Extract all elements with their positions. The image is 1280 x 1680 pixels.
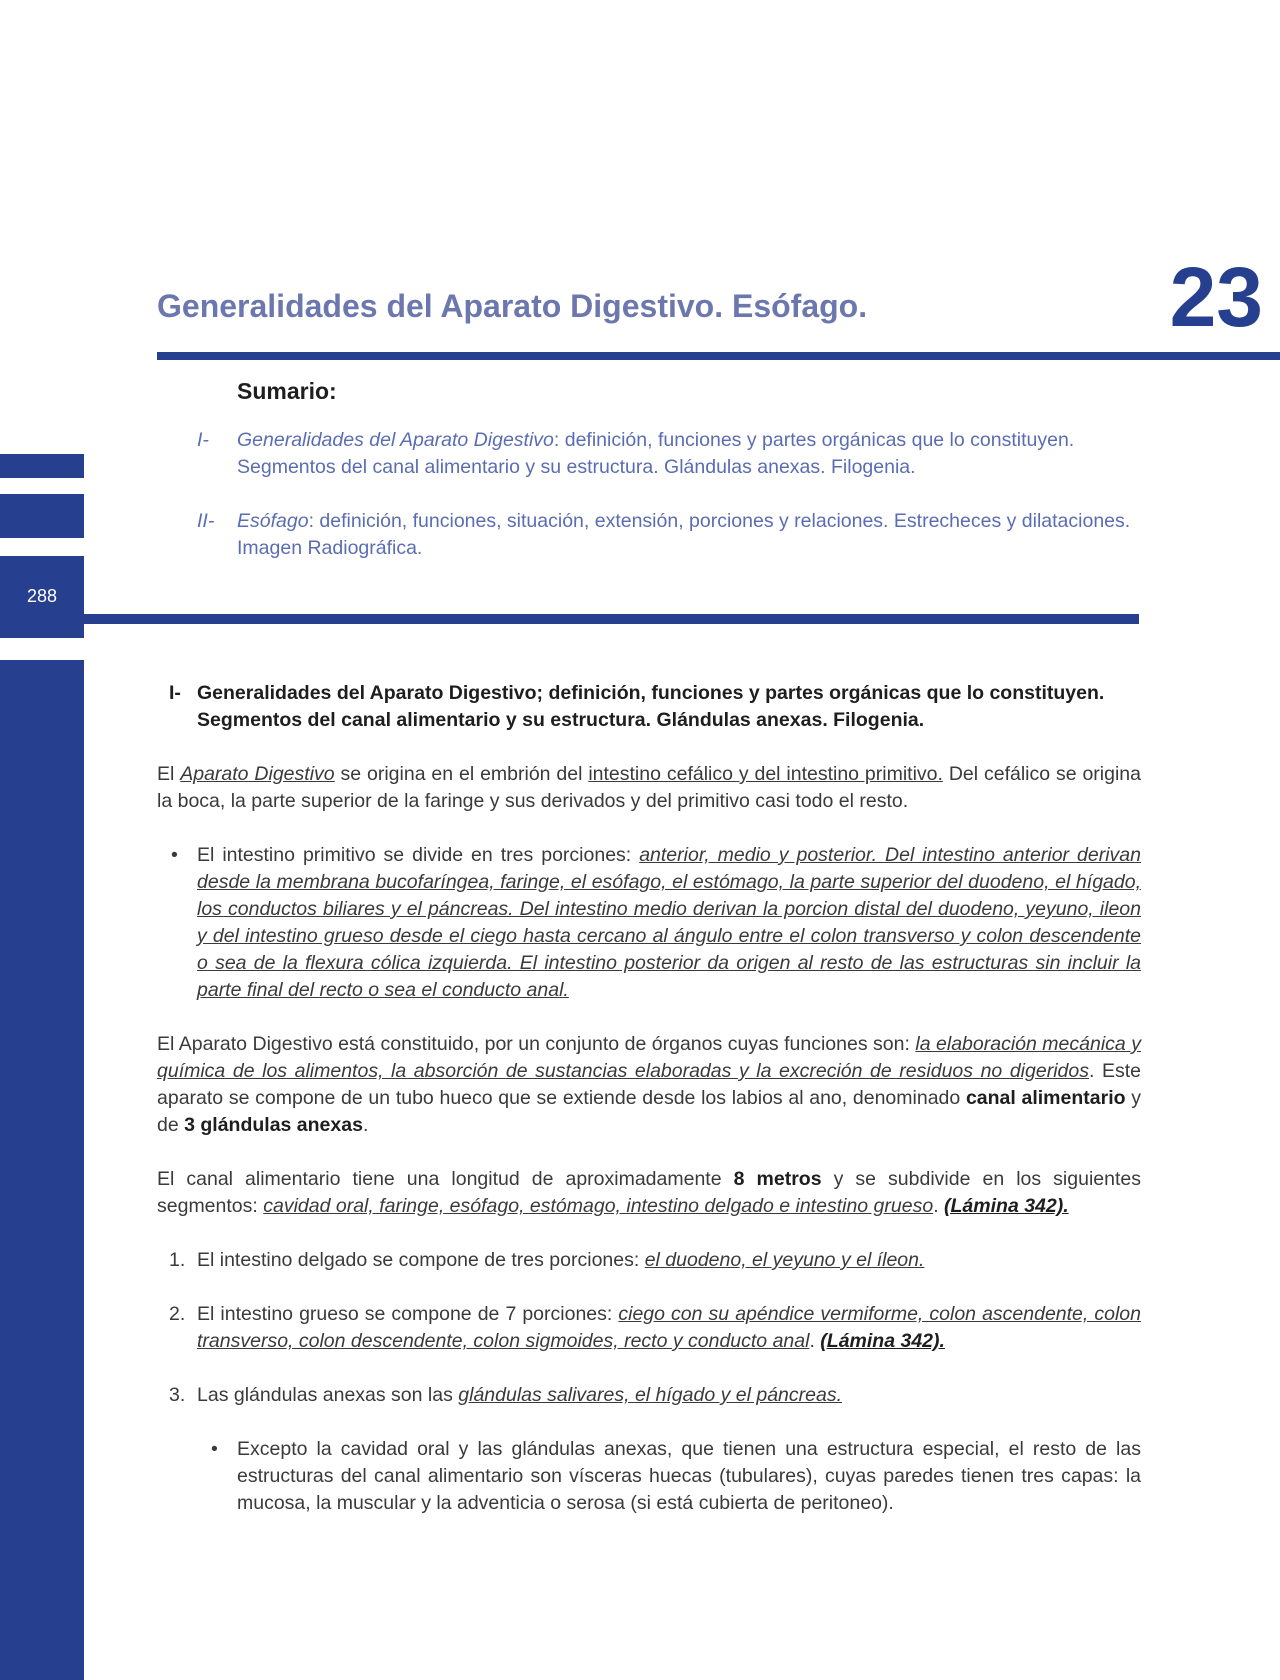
bullet-icon: •	[171, 844, 178, 866]
text: se origina en el embrión del	[334, 763, 589, 785]
emphasis: cavidad oral, faringe, esófago, estómago, intestino delgado e intestino grueso	[263, 1195, 934, 1217]
text: Las glándulas anexas son las	[197, 1384, 459, 1406]
strong-text: canal alimentario	[965, 1087, 1126, 1109]
list-item	[157, 1382, 1141, 1409]
list-item	[157, 1247, 1141, 1274]
summary-item	[157, 427, 1141, 481]
text: El intestino delgado se compone de tres porciones:	[197, 1249, 645, 1271]
summary-item-title: Generalidades del Aparato Digestivo	[237, 429, 554, 451]
emphasis: el duodeno, el yeyuno y el íleon.	[644, 1249, 925, 1271]
paragraph-origin	[157, 761, 1141, 815]
text: y de	[157, 1087, 1141, 1136]
emphasis: intestino cefálico y del intestino primitivo.	[588, 763, 943, 785]
strong-text: 3 glándulas anexas	[184, 1114, 363, 1136]
summary	[157, 378, 1141, 589]
summary-rule	[84, 614, 1139, 624]
bullet-item	[197, 1436, 1141, 1517]
text: . Este aparato se compone de un tubo hueco que se extiende desde los labios al ano, denominado	[157, 1060, 1141, 1109]
summary-item-number: I-	[197, 429, 209, 451]
text: El Aparato Digestivo está constituido, por un conjunto de órganos cuyas funciones son:	[157, 1033, 916, 1055]
text: El intestino primitivo se divide en tres porciones:	[197, 844, 640, 866]
section-title: Generalidades del Aparato Digestivo; definición, funciones y partes orgánicas que lo constituyen. Segmentos del canal alimentario y su estructura. Glándulas anexas. Filogenia.	[197, 682, 1105, 731]
list-text	[197, 1247, 1141, 1274]
list-number: 2.	[169, 1303, 186, 1325]
emphasis: ciego con su apéndice vermiforme, colon ascendente, colon transverso, colon descendente, colon sigmoides, recto y conducto anal	[197, 1303, 1141, 1352]
text: El	[157, 763, 181, 785]
text: y se subdivide en los siguientes segmentos:	[157, 1168, 1141, 1217]
text: El canal alimentario tiene una longitud de aproximadamente	[157, 1168, 734, 1190]
list-number: 3.	[169, 1384, 186, 1406]
bullet-text	[197, 842, 1141, 1004]
title-rule	[157, 352, 1280, 360]
emphasis: anterior, medio y posterior. Del intestino anterior derivan desde la membrana bucofaríngea, faringe, el esófago, el estómago, la parte superior del duodeno, el hígado, los conductos biliares y el páncreas. Del intestino medio derivan la porcion distal del duodeno, yeyuno, ileon y del intestino grueso desde el ciego hasta cercano al ángulo entre el colon transverso y colon descendente o sea de la flexura cólica izquierda. El intestino posterior da origen al resto de las estructuras sin incluir la parte final del recto o sea el conducto anal.	[197, 844, 1141, 1001]
text: El intestino grueso se compone de 7 porciones:	[197, 1303, 619, 1325]
bullet-icon: •	[211, 1438, 218, 1460]
paragraph-functions	[157, 1031, 1141, 1139]
summary-item-number: II-	[197, 510, 215, 532]
section-heading	[157, 680, 1141, 734]
bullet-item	[157, 842, 1141, 1004]
summary-item-text	[237, 427, 1141, 481]
section-number: I-	[169, 682, 181, 704]
summary-item-text	[237, 508, 1141, 562]
emphasis: Aparato Digestivo	[180, 763, 335, 785]
strong-text: 8 metros	[733, 1168, 822, 1190]
text: .	[933, 1195, 945, 1217]
paragraph-segments	[157, 1166, 1141, 1220]
main-content	[157, 680, 1141, 1544]
summary-item	[157, 508, 1141, 562]
list-text	[197, 1301, 1141, 1355]
summary-item-desc: : definición, funciones, situación, extensión, porciones y relaciones. Estrecheces y dilataciones. Imagen Radiográfica.	[237, 510, 1131, 559]
chapter-title: Generalidades del Aparato Digestivo. Esófago.	[157, 288, 868, 324]
summary-item-title: Esófago	[237, 510, 309, 532]
bullet-text: Excepto la cavidad oral y las glándulas anexas, que tienen una estructura especial, el resto de las estructuras del canal alimentario son vísceras huecas (tubulares), cuyas paredes tienen tres capas: la mucosa, la muscular y la adventicia o serosa (si está cubierta de peritoneo).	[237, 1438, 1141, 1514]
text: Del cefálico se origina la boca, la parte superior de la faringe y sus derivados y del primitivo casi todo el resto.	[157, 763, 1142, 812]
margin-tab-1	[0, 454, 84, 478]
plate-reference: (Lámina 342).	[944, 1195, 1069, 1217]
sidebar-strip	[0, 660, 84, 1680]
page-number: 288	[26, 586, 58, 606]
plate-reference: (Lámina 342).	[820, 1330, 945, 1352]
list-text	[197, 1382, 1141, 1409]
margin-tab-2	[0, 494, 84, 538]
summary-heading: Sumario:	[237, 378, 337, 404]
summary-item-desc: : definición, funciones y partes orgánicas que lo constituyen. Segmentos del canal alimentario y su estructura. Glándulas anexas. Filogenia.	[237, 429, 1075, 478]
emphasis: la elaboración mecánica y química de los alimentos, la absorción de sustancias elaboradas y la excreción de residuos no digeridos	[157, 1033, 1141, 1082]
list-number: 1.	[169, 1249, 186, 1271]
text: .	[809, 1330, 821, 1352]
emphasis: glándulas salivares, el hígado y el páncreas.	[458, 1384, 843, 1406]
list-item	[157, 1301, 1141, 1355]
text: .	[362, 1114, 369, 1136]
chapter-number: 23	[1169, 250, 1263, 344]
